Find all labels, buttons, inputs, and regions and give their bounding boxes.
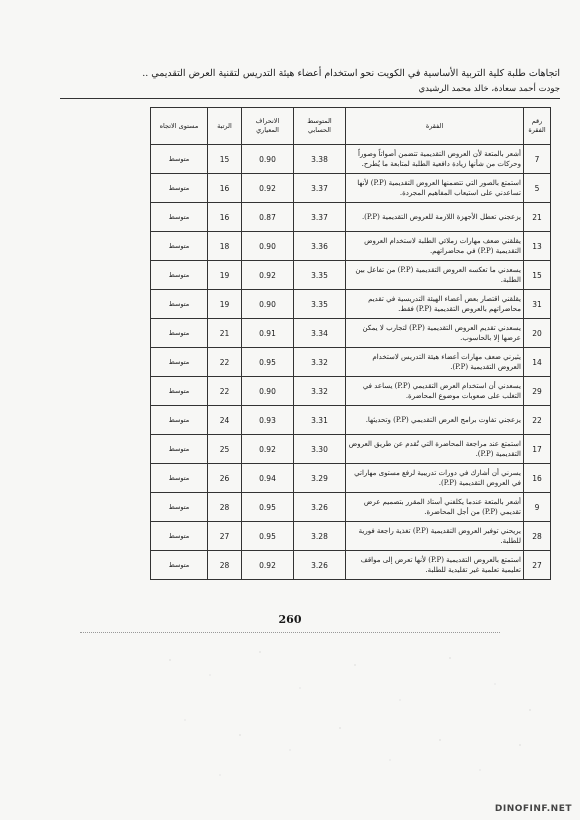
- results-table: [150, 107, 551, 580]
- cell-rank: 21: [208, 319, 242, 348]
- cell-sd: 0.87: [242, 203, 294, 232]
- cell-mean: 3.31: [294, 406, 346, 435]
- table-row: [151, 319, 551, 348]
- table-body: [151, 145, 551, 580]
- cell-sd: 0.92: [242, 435, 294, 464]
- cell-mean: 3.30: [294, 435, 346, 464]
- header-level: مستوى الاتجاه: [151, 108, 208, 145]
- cell-rank: 19: [208, 290, 242, 319]
- cell-level: متوسط: [151, 435, 208, 464]
- header-mean: المتوسط الحسابي: [294, 108, 346, 145]
- cell-rank: 28: [208, 493, 242, 522]
- table-row: [151, 232, 551, 261]
- cell-sd: 0.90: [242, 145, 294, 174]
- cell-statement: أشعر بالمتعة لأن العروض التقديمية تتضمن أصواتاً وصوراً وحركات من شأنها زيادة دافعية الطلبة لمتابعة ما يُطرح.: [346, 145, 524, 174]
- cell-level: متوسط: [151, 348, 208, 377]
- table-row: [151, 174, 551, 203]
- cell-sd: 0.95: [242, 493, 294, 522]
- cell-item-no: 29: [524, 377, 551, 406]
- cell-item-no: 31: [524, 290, 551, 319]
- table-row: [151, 435, 551, 464]
- cell-mean: 3.29: [294, 464, 346, 493]
- cell-sd: 0.90: [242, 232, 294, 261]
- cell-mean: 3.36: [294, 232, 346, 261]
- cell-level: متوسط: [151, 522, 208, 551]
- header-sd: الانحراف المعياري: [242, 108, 294, 145]
- cell-sd: 0.91: [242, 319, 294, 348]
- cell-item-no: 7: [524, 145, 551, 174]
- cell-statement: يريحني توفير العروض التقديمية (P.P) تغذية راجعة فورية للطلبة.: [346, 522, 524, 551]
- cell-item-no: 14: [524, 348, 551, 377]
- cell-rank: 16: [208, 174, 242, 203]
- cell-statement: يقلقني اقتصار بعض أعضاء الهيئة التدريسية في تقديم محاضراتهم بالعروض التقديمية (P.P) فقط.: [346, 290, 524, 319]
- cell-statement: يثيرني ضعف مهارات أعضاء هيئة التدريس لاستخدام العروض التقديمية (P.P).: [346, 348, 524, 377]
- cell-mean: 3.28: [294, 522, 346, 551]
- cell-mean: 3.26: [294, 551, 346, 580]
- cell-rank: 15: [208, 145, 242, 174]
- cell-sd: 0.93: [242, 406, 294, 435]
- table-header-row: [151, 108, 551, 145]
- cell-mean: 3.32: [294, 348, 346, 377]
- cell-rank: 26: [208, 464, 242, 493]
- table-row: [151, 406, 551, 435]
- cell-rank: 22: [208, 348, 242, 377]
- cell-sd: 0.90: [242, 290, 294, 319]
- header-divider: [60, 98, 560, 99]
- cell-item-no: 21: [524, 203, 551, 232]
- cell-level: متوسط: [151, 319, 208, 348]
- cell-mean: 3.38: [294, 145, 346, 174]
- cell-sd: 0.94: [242, 464, 294, 493]
- table-row: [151, 522, 551, 551]
- cell-item-no: 15: [524, 261, 551, 290]
- scan-noise: [150, 640, 550, 790]
- cell-mean: 3.37: [294, 174, 346, 203]
- cell-level: متوسط: [151, 261, 208, 290]
- site-watermark: DINOFINF.NET: [494, 804, 572, 814]
- cell-item-no: 9: [524, 493, 551, 522]
- cell-statement: يزعجني تفاوت برامج العرض التقديمي (P.P) وتحديثها.: [346, 406, 524, 435]
- cell-level: متوسط: [151, 174, 208, 203]
- cell-statement: يقلقني ضعف مهارات زملائي الطلبة لاستخدام العروض التقديمية (P.P) في محاضراتهم.: [346, 232, 524, 261]
- cell-level: متوسط: [151, 377, 208, 406]
- running-header-title: اتجاهات طلبة كلية التربية الأساسية في الكويت نحو استخدام أعضاء هيئة التدريس لتقنية العرض التقديمي ..: [142, 68, 560, 79]
- cell-item-no: 13: [524, 232, 551, 261]
- cell-mean: 3.35: [294, 290, 346, 319]
- cell-level: متوسط: [151, 406, 208, 435]
- cell-statement: أشعر بالمتعة عندما يكلفني أستاذ المقرر بتصميم عرض تقديمي (P.P) من أجل المحاضرة.: [346, 493, 524, 522]
- cell-level: متوسط: [151, 290, 208, 319]
- cell-sd: 0.90: [242, 377, 294, 406]
- cell-mean: 3.37: [294, 203, 346, 232]
- cell-level: متوسط: [151, 145, 208, 174]
- cell-item-no: 16: [524, 464, 551, 493]
- cell-item-no: 20: [524, 319, 551, 348]
- cell-rank: 27: [208, 522, 242, 551]
- cell-statement: يسعدني أن استخدام العرض التقديمي (P.P) يساعد في التغلب على صعوبات موضوع المحاضرة.: [346, 377, 524, 406]
- header-rank: الرتبة: [208, 108, 242, 145]
- table-row: [151, 464, 551, 493]
- cell-item-no: 5: [524, 174, 551, 203]
- cell-rank: 16: [208, 203, 242, 232]
- cell-statement: يسرني أن أشارك في دورات تدريبية لرفع مستوى مهاراتي في العروض التقديمية (P.P).: [346, 464, 524, 493]
- cell-sd: 0.92: [242, 174, 294, 203]
- cell-item-no: 17: [524, 435, 551, 464]
- cell-rank: 18: [208, 232, 242, 261]
- table-row: [151, 261, 551, 290]
- cell-statement: يسعدني ما تعكسه العروض التقديمية (P.P) من تفاعل بين الطلبة.: [346, 261, 524, 290]
- cell-rank: 28: [208, 551, 242, 580]
- cell-rank: 22: [208, 377, 242, 406]
- running-header-authors: جودت أحمد سعادة، خالد محمد الرشيدي: [418, 84, 560, 94]
- cell-item-no: 27: [524, 551, 551, 580]
- page-number: 260: [278, 613, 302, 626]
- cell-statement: استمتع عند مراجعة المحاضرة التي تُقدم عن طريق العروض التقديمية (P.P).: [346, 435, 524, 464]
- table-row: [151, 145, 551, 174]
- cell-rank: 19: [208, 261, 242, 290]
- cell-mean: 3.35: [294, 261, 346, 290]
- table-row: [151, 551, 551, 580]
- cell-sd: 0.95: [242, 348, 294, 377]
- cell-mean: 3.26: [294, 493, 346, 522]
- cell-item-no: 22: [524, 406, 551, 435]
- cell-level: متوسط: [151, 203, 208, 232]
- table-row: [151, 290, 551, 319]
- footer-divider: [80, 632, 500, 633]
- cell-statement: يزعجني تعطل الأجهزة اللازمة للعروض التقديمية (P.P).: [346, 203, 524, 232]
- cell-item-no: 28: [524, 522, 551, 551]
- table-row: [151, 377, 551, 406]
- cell-sd: 0.95: [242, 522, 294, 551]
- cell-rank: 25: [208, 435, 242, 464]
- table-row: [151, 493, 551, 522]
- cell-mean: 3.32: [294, 377, 346, 406]
- cell-level: متوسط: [151, 464, 208, 493]
- cell-level: متوسط: [151, 232, 208, 261]
- cell-statement: يسعدني تقديم العروض التقديمية (P.P) لتجارب لا يمكن عرضها إلا بالحاسوب.: [346, 319, 524, 348]
- cell-statement: استمتع بالصور التي تتضمنها العروض التقديمية (P.P) لأنها تساعدني على استيعاب المفاهيم المجردة.: [346, 174, 524, 203]
- cell-level: متوسط: [151, 551, 208, 580]
- cell-rank: 24: [208, 406, 242, 435]
- header-statement: الفقرة: [346, 108, 524, 145]
- table-row: [151, 348, 551, 377]
- cell-level: متوسط: [151, 493, 208, 522]
- cell-sd: 0.92: [242, 551, 294, 580]
- table-row: [151, 203, 551, 232]
- cell-mean: 3.34: [294, 319, 346, 348]
- cell-statement: استمتع بالعروض التقديمية (P.P) لأنها تعرض إلى مواقف تعليمية تعلمية غير تقليدية للطلبة.: [346, 551, 524, 580]
- cell-sd: 0.92: [242, 261, 294, 290]
- header-item-no: رقم الفقرة: [524, 108, 551, 145]
